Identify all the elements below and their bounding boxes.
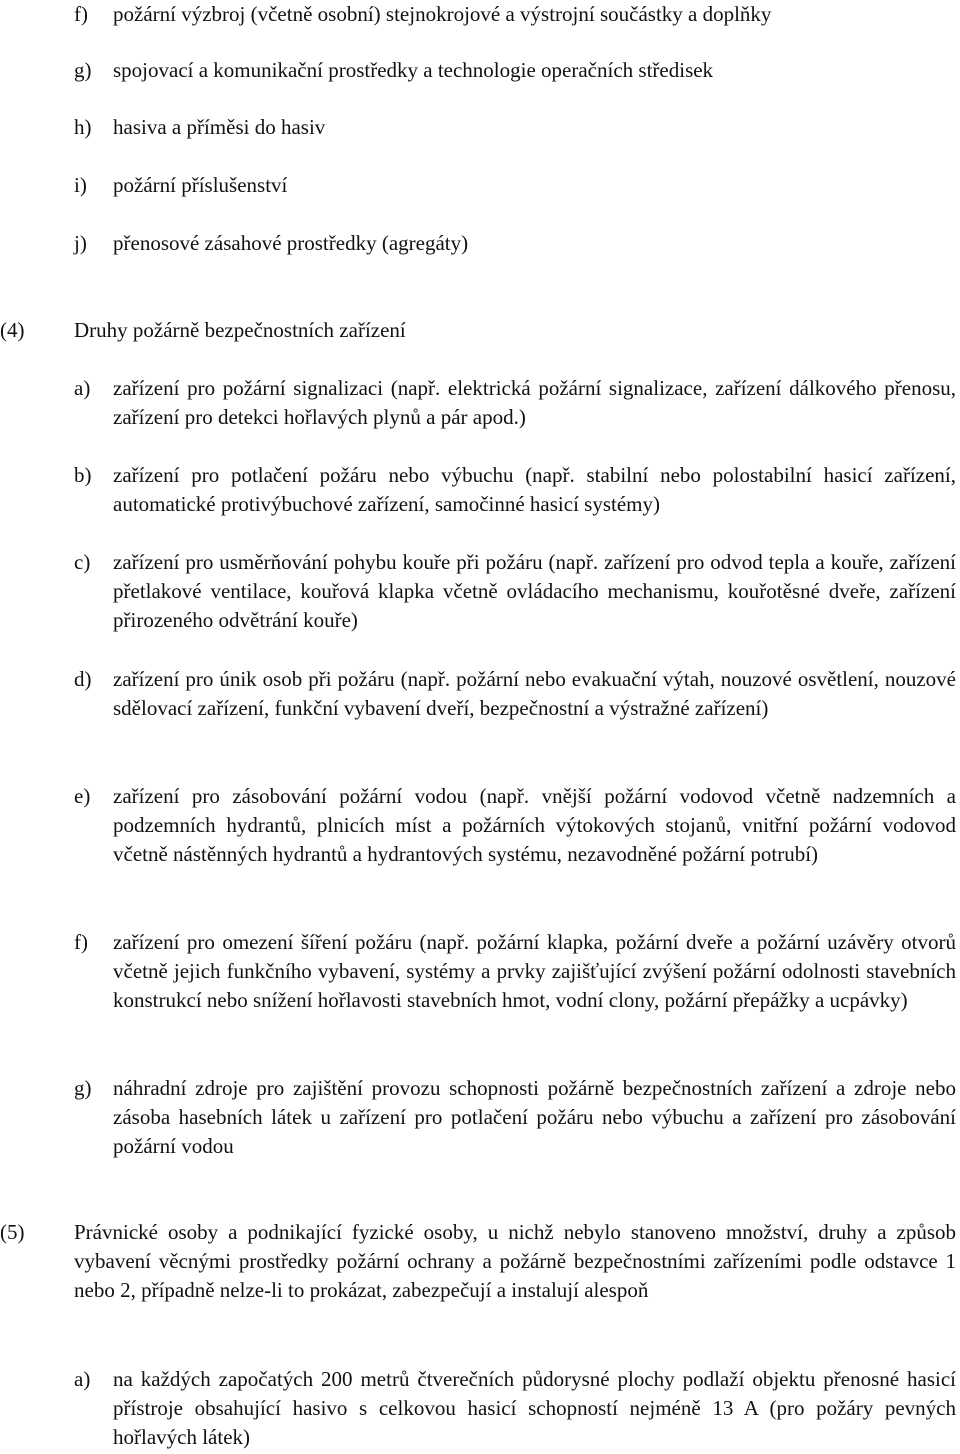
- section-5-paragraph: [0, 1218, 956, 1305]
- item-label: g): [74, 1076, 92, 1100]
- list-item-g2: [74, 1074, 956, 1161]
- section-4-heading: [0, 316, 956, 345]
- item-label: h): [74, 115, 92, 139]
- section-text: Právnické osoby a podnikající fyzické osoby, u nichž nebylo stanoveno množství, druhy a způsob vybavení věcnými prostředky požární ochrany a požárně bezpečnostními zařízeními podle odstavce 1 nebo 2, případně nelze-li to prokázat, zabezpečují a instalují alespoň: [74, 1220, 956, 1302]
- item-label: c): [74, 550, 91, 574]
- item-text: požární příslušenství: [113, 173, 288, 197]
- item-text: požární výzbroj (včetně osobní) stejnokrojové a výstrojní součástky a doplňky: [113, 2, 772, 26]
- item-label: g): [74, 58, 92, 82]
- item-label: d): [74, 667, 92, 691]
- item-text: zařízení pro zásobování požární vodou (např. vnější požární vodovod včetně nadzemních a podzemních hydrantů, plnicích míst a požárních výtokových stojanů, vnitřní požární vodovod včetně nástěnných hydrantů a hydrantových systému, nezavodněné požární potrubí): [113, 784, 956, 866]
- item-label: j): [74, 231, 87, 255]
- list-item-c: [74, 548, 956, 635]
- item-text: zařízení pro potlačení požáru nebo výbuchu (např. stabilní nebo polostabilní hasicí zařízení, automatické protivýbuchové zařízení, samočinné hasicí systémy): [113, 463, 956, 516]
- item-label: i): [74, 173, 87, 197]
- item-label: f): [74, 2, 88, 26]
- item-text: zařízení pro omezení šíření požáru (např. požární klapka, požární dveře a požární uzávěry otvorů včetně jejich funkčního vybavení, systémy a prvky zajišťující zvýšení požární odolnosti stavebních konstrukcí nebo snížení hořlavosti stavebních hmot, vodní clony, požární přepážky a ucpávky): [113, 930, 956, 1012]
- list-item-a2: [74, 1365, 956, 1452]
- list-item-b: [74, 461, 956, 519]
- item-label: a): [74, 1367, 91, 1391]
- list-item-d: [74, 665, 956, 723]
- item-text: hasiva a příměsi do hasiv: [113, 115, 326, 139]
- item-label: f): [74, 930, 88, 954]
- item-text: zařízení pro únik osob při požáru (např. požární nebo evakuační výtah, nouzové osvětlení, nouzové sdělovací zařízení, funkční vybavení dveří, bezpečnostní a výstražné zařízení): [113, 667, 956, 720]
- item-text: na každých započatých 200 metrů čtverečních půdorysné plochy podlaží objektu přenosné hasicí přístroje obsahující hasivo s celkovou hasicí schopností nejméně 13 A (pro požáry pevných hořlavých látek): [113, 1367, 956, 1449]
- item-label: a): [74, 376, 91, 400]
- list-item-f2: [74, 928, 956, 1015]
- item-text: přenosové zásahové prostředky (agregáty): [113, 231, 469, 255]
- list-item-e: [74, 782, 956, 869]
- section-title: Druhy požárně bezpečnostních zařízení: [74, 318, 406, 342]
- section-number: (4): [0, 318, 25, 342]
- item-label: b): [74, 463, 92, 487]
- section-number: (5): [0, 1220, 25, 1244]
- item-text: spojovací a komunikační prostředky a technologie operačních středisek: [113, 58, 714, 82]
- list-item-a: [74, 374, 956, 432]
- item-label: e): [74, 784, 91, 808]
- item-text: zařízení pro požární signalizaci (např. elektrická požární signalizace, zařízení dálkového přenosu, zařízení pro detekci hořlavých plynů a pár apod.): [113, 376, 956, 429]
- item-text: náhradní zdroje pro zajištění provozu schopnosti požárně bezpečnostních zařízení a zdroje nebo zásoba hasebních látek u zařízení pro potlačení požáru nebo výbuchu a zařízení pro zásobování požární vodou: [113, 1076, 956, 1158]
- item-text: zařízení pro usměrňování pohybu kouře při požáru (např. zařízení pro odvod tepla a kouře, zařízení přetlakové ventilace, kouřová klapka včetně ovládacího mechanismu, kouřotěsné dveře, zařízení přirozeného odvětrání kouře): [113, 550, 956, 632]
